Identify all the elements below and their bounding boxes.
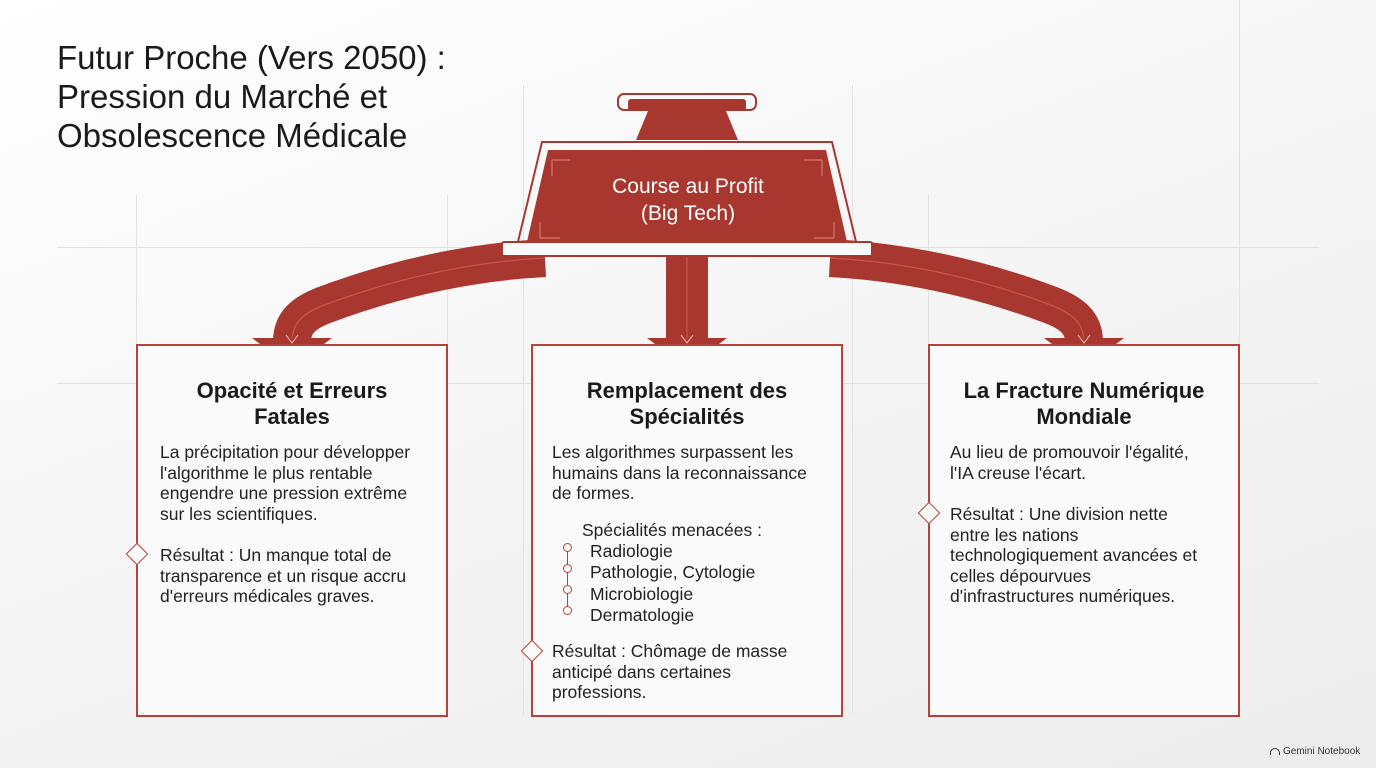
text-line: Les algorithmes surpassent les xyxy=(552,442,794,462)
card-specialty-replacement xyxy=(531,344,843,717)
top-node-label: Course au Profit xyxy=(612,175,764,198)
specialties-timeline xyxy=(563,543,573,615)
text-line: celles dépourvues xyxy=(950,565,1092,586)
timeline-dot xyxy=(563,564,572,573)
specialties-label: Spécialités menacées : xyxy=(582,520,762,540)
card-title-line: Remplacement des xyxy=(586,378,788,403)
card-title xyxy=(138,378,446,430)
page-title-line: Obsolescence Médicale xyxy=(57,117,408,154)
watermark-text: Gemini Notebook xyxy=(1283,746,1361,757)
card-title xyxy=(930,378,1238,430)
timeline-dot xyxy=(563,585,572,594)
text-line: humains dans la reconnaissance xyxy=(552,462,807,483)
specialty-item: Pathologie, Cytologie xyxy=(590,562,756,583)
card-result xyxy=(552,641,787,703)
text-line: d'erreurs médicales graves. xyxy=(160,586,375,606)
text-line: anticipé dans certaines xyxy=(552,661,731,682)
text-line: Au lieu de promouvoir l'égalité, xyxy=(950,442,1189,462)
card-title-line: Opacité et Erreurs xyxy=(196,378,388,403)
timeline-line xyxy=(567,551,568,607)
card-intro xyxy=(950,442,1189,483)
text-line: l'algorithme le plus rentable xyxy=(160,462,373,483)
specialties-list xyxy=(590,541,755,626)
text-line: d'infrastructures numériques. xyxy=(950,586,1176,606)
timeline-dot xyxy=(563,543,572,552)
specialty-item: Radiologie xyxy=(590,541,673,561)
card-title-line: Fatales xyxy=(254,404,330,429)
card-title xyxy=(533,378,841,430)
card-digital-divide xyxy=(928,344,1240,717)
specialty-item: Microbiologie xyxy=(590,583,694,604)
card-opacity-errors xyxy=(136,344,448,717)
page-title-line: Pression du Marché et xyxy=(57,78,388,115)
card-result xyxy=(160,545,406,607)
card-title-line: Mondiale xyxy=(1036,404,1132,429)
text-line: professions. xyxy=(552,682,647,702)
text-line: engendre une pression extrême xyxy=(160,483,408,503)
card-title-line: Spécialités xyxy=(629,404,745,429)
page-title-line: Futur Proche (Vers 2050) : xyxy=(57,39,446,76)
text-line: technologiquement avancées et xyxy=(950,545,1198,565)
text-line: Résultat : Chômage de masse xyxy=(552,641,788,661)
timeline-dot xyxy=(563,606,572,615)
text-line: La précipitation pour développer xyxy=(160,442,411,462)
text-line: de formes. xyxy=(552,483,635,503)
card-title-line: La Fracture Numérique xyxy=(963,378,1205,403)
text-line: entre les nations xyxy=(950,524,1079,545)
top-node-label: (Big Tech) xyxy=(640,202,736,225)
text-line: Résultat : Une division nette xyxy=(950,504,1168,524)
card-intro xyxy=(552,442,807,504)
top-node xyxy=(502,94,872,256)
card-result xyxy=(950,504,1197,607)
card-intro xyxy=(160,442,410,524)
watermark xyxy=(1270,746,1360,757)
notebook-logo-icon xyxy=(1270,748,1280,755)
specialty-item: Dermatologie xyxy=(590,604,695,625)
text-line: sur les scientifiques. xyxy=(160,503,318,524)
text-line: Résultat : Un manque total de xyxy=(160,545,392,565)
text-line: l'IA creuse l'écart. xyxy=(950,462,1087,483)
text-line: transparence et un risque accru xyxy=(160,565,407,586)
